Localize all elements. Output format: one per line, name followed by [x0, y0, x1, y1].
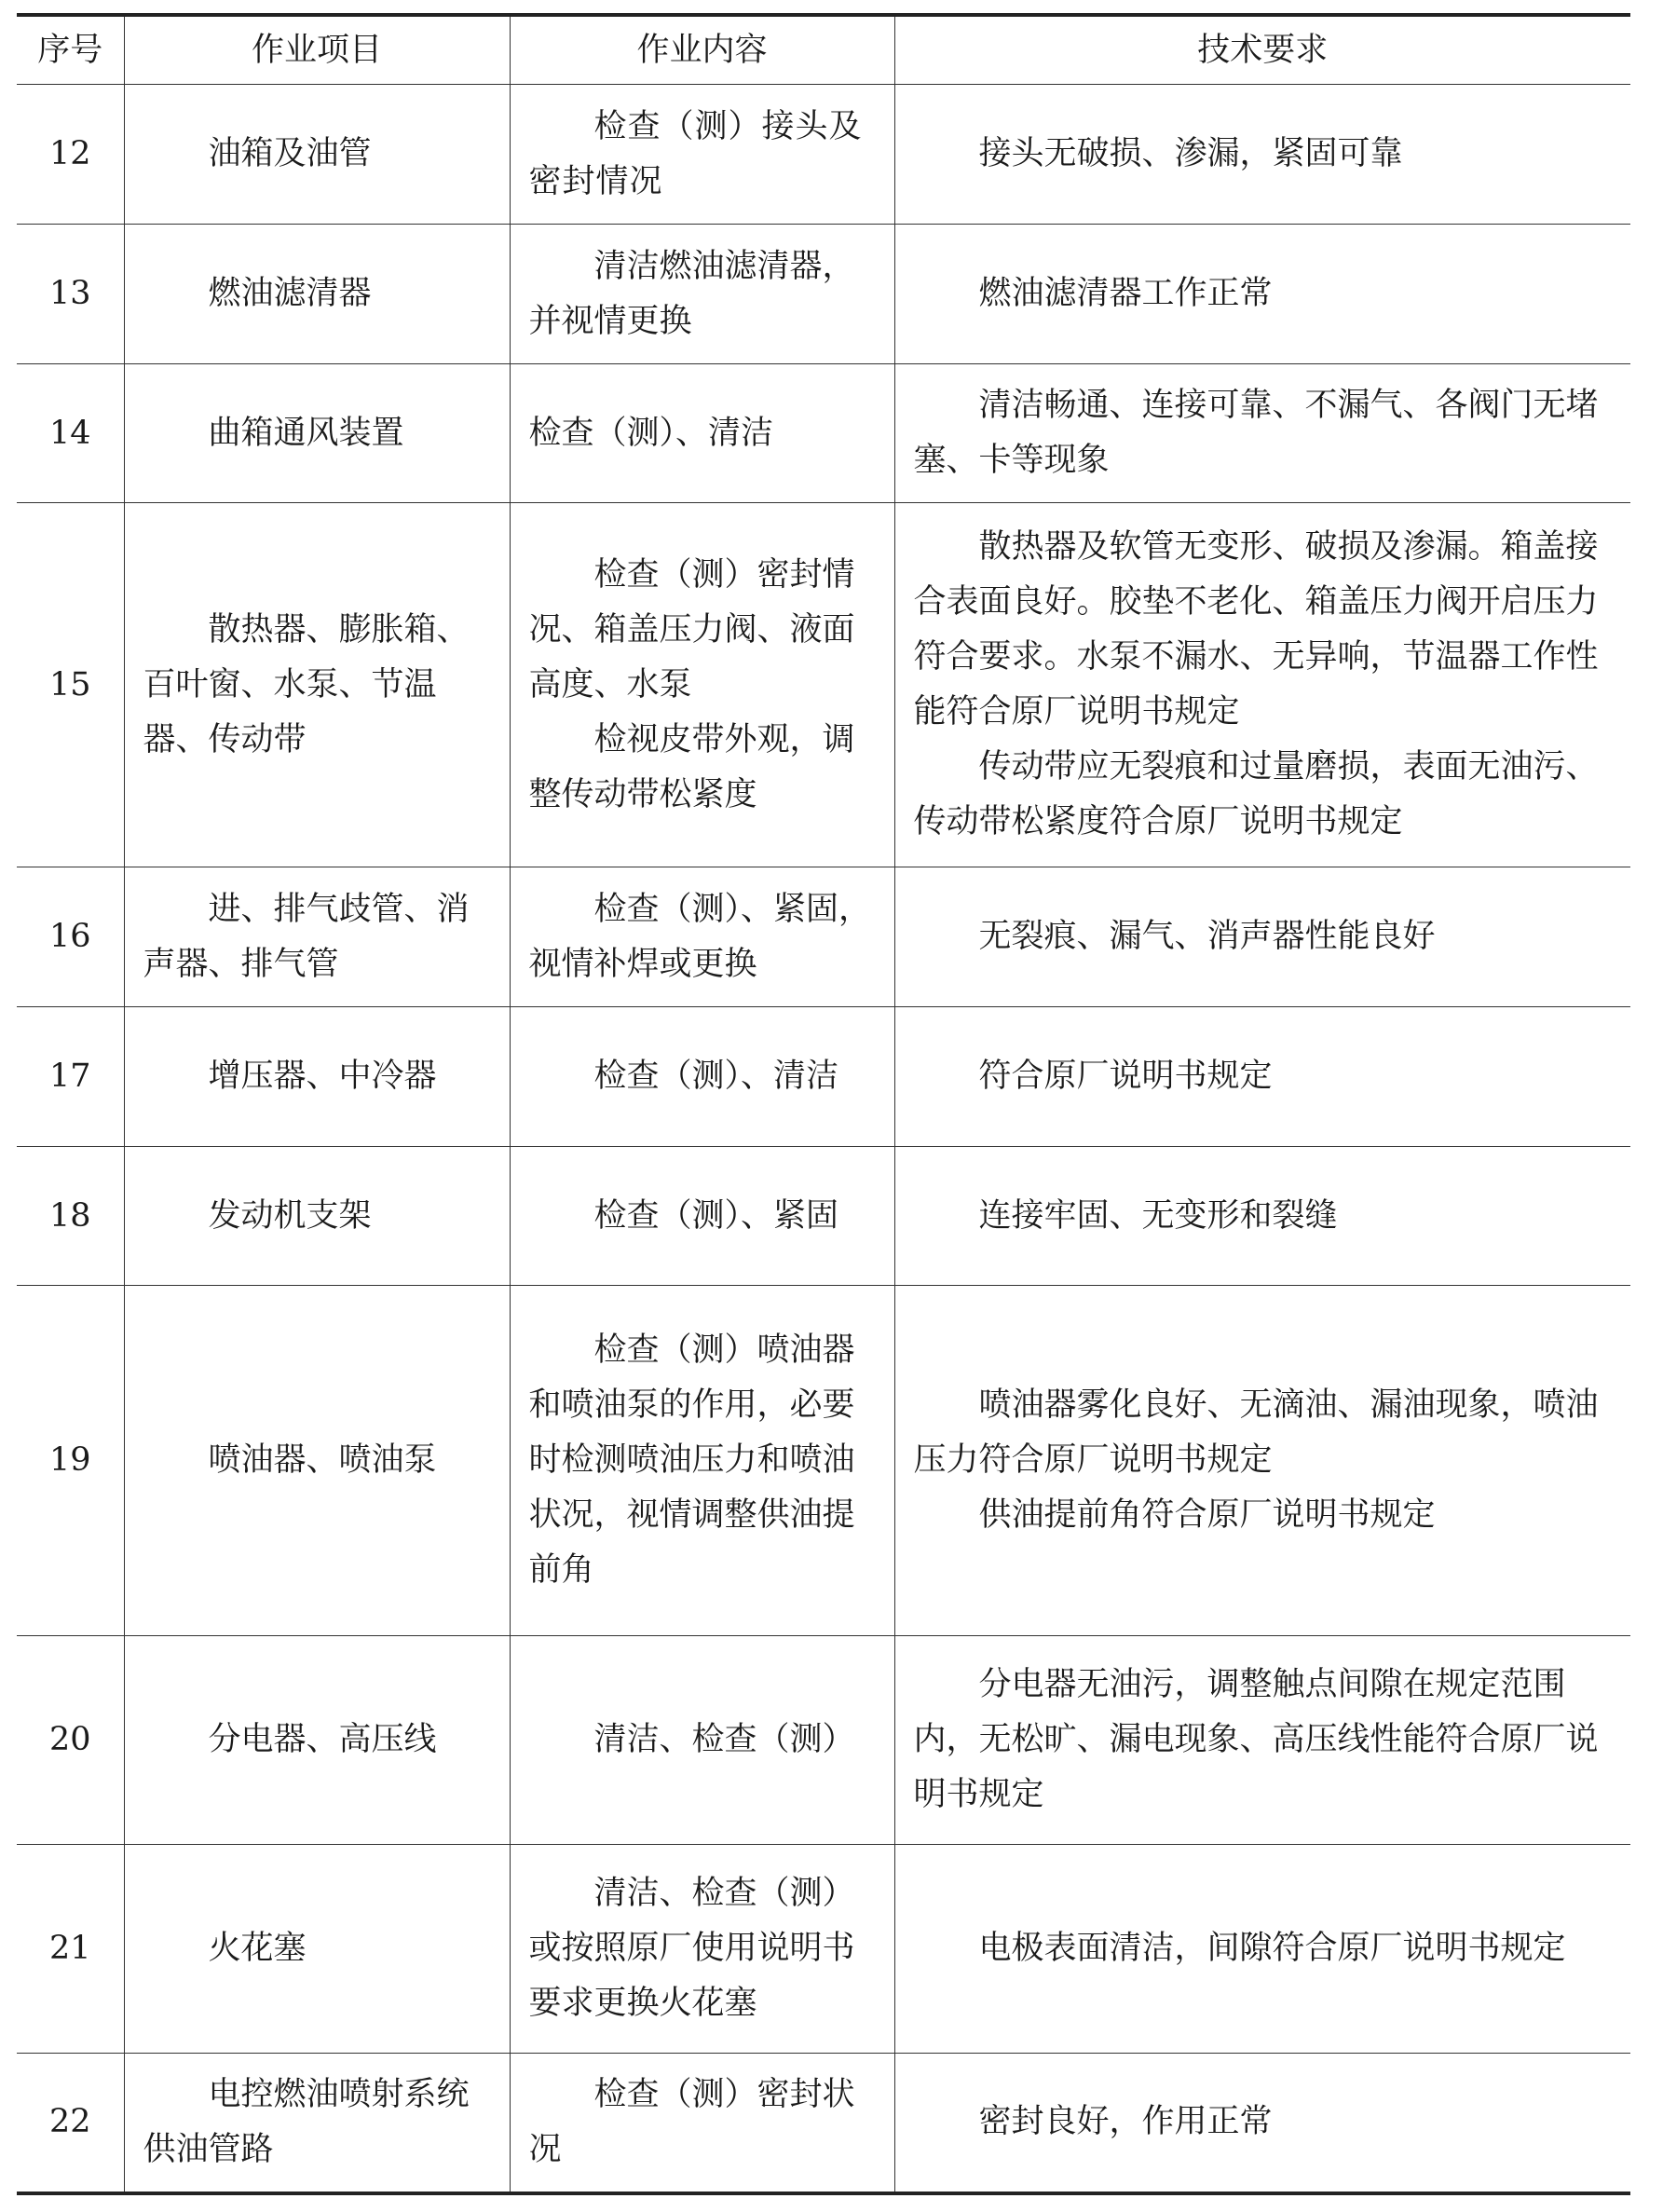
content-text: 检查（测）喷油器和喷油泵的作用，必要时检测喷油压力和喷油状况，视情调整供油提前角	[528, 1331, 855, 1589]
header-requirement: 技术要求	[894, 15, 1630, 85]
row-number: 21	[17, 1845, 124, 2054]
header-item: 作业项目	[124, 15, 510, 85]
table-row	[17, 1636, 1630, 1845]
item-text: 喷油器、喷油泵	[208, 1441, 437, 1479]
row-requirement	[894, 225, 1630, 364]
maintenance-spec-table	[17, 13, 1630, 2195]
content-text: 检查（测）接头及密封情况	[528, 107, 863, 200]
row-content	[510, 1286, 894, 1636]
content-text: 检查（测）、清洁	[528, 414, 774, 452]
row-content	[510, 225, 894, 364]
row-content	[510, 1147, 894, 1286]
content-text-2: 检视皮带外观，调整传动带松紧度	[528, 720, 855, 813]
row-number: 13	[17, 225, 124, 364]
table-row	[17, 1147, 1630, 1286]
row-item	[124, 2054, 510, 2193]
content-text: 检查（测）密封状况	[528, 2075, 855, 2168]
row-requirement	[894, 1147, 1630, 1286]
content-text: 清洁、检查（测）或按照原厂使用说明书要求更换火花塞	[528, 1875, 855, 2022]
item-text: 电控燃油喷射系统供油管路	[143, 2075, 470, 2168]
table-row	[17, 364, 1630, 503]
requirement-text: 散热器及软管无变形、破损及渗漏。箱盖接合表面良好。胶垫不老化、箱盖压力阀开启压力符合要求。水泵不漏水、无异响，节温器工作性能符合原厂说明书规定	[913, 528, 1599, 731]
row-content	[510, 1845, 894, 2054]
content-text: 检查（测）、清洁	[593, 1058, 839, 1095]
row-item	[124, 85, 510, 225]
requirement-text: 无裂痕、漏气、消声器性能良好	[978, 918, 1436, 955]
row-requirement	[894, 1845, 1630, 2054]
row-number: 16	[17, 867, 124, 1007]
row-requirement	[894, 364, 1630, 503]
table-row	[17, 225, 1630, 364]
row-item	[124, 867, 510, 1007]
table-row	[17, 2054, 1630, 2193]
row-item	[124, 1007, 510, 1147]
header-no: 序号	[17, 15, 124, 85]
row-number: 22	[17, 2054, 124, 2193]
table-row	[17, 1007, 1630, 1147]
row-item	[124, 1845, 510, 2054]
row-item	[124, 503, 510, 867]
row-content	[510, 503, 894, 867]
row-number: 20	[17, 1636, 124, 1845]
item-text: 发动机支架	[208, 1196, 372, 1235]
item-text: 燃油滤清器	[208, 275, 372, 312]
row-number: 19	[17, 1286, 124, 1636]
content-text: 检查（测）密封情况、箱盖压力阀、液面高度、水泵	[528, 555, 855, 703]
row-requirement	[894, 85, 1630, 225]
content-text: 检查（测）、紧固	[593, 1196, 839, 1235]
row-item	[124, 1286, 510, 1636]
row-requirement	[894, 1636, 1630, 1845]
requirement-text: 接头无破损、渗漏，紧固可靠	[978, 135, 1403, 172]
requirement-text: 符合原厂说明书规定	[978, 1058, 1273, 1095]
row-content	[510, 1007, 894, 1147]
row-requirement	[894, 867, 1630, 1007]
row-number: 17	[17, 1007, 124, 1147]
row-item	[124, 1636, 510, 1845]
item-text: 火花塞	[208, 1930, 307, 1967]
item-text: 曲箱通风装置	[208, 414, 404, 452]
header-content: 作业内容	[510, 15, 894, 85]
row-item	[124, 1147, 510, 1286]
row-item	[124, 364, 510, 503]
requirement-text: 分电器无油污，调整触点间隙在规定范围内，无松旷、漏电现象、高压线性能符合原厂说明书规定	[913, 1666, 1599, 1813]
item-text: 散热器、膨胀箱、百叶窗、水泵、节温器、传动带	[143, 610, 470, 758]
row-number: 12	[17, 85, 124, 225]
requirement-text: 密封良好，作用正常	[978, 2103, 1273, 2141]
content-text: 检查（测）、紧固，视情补焊或更换	[528, 890, 872, 983]
requirement-text-2: 传动带应无裂痕和过量磨损，表面无油污、传动带松紧度符合原厂说明书规定	[913, 748, 1599, 840]
requirement-text: 喷油器雾化良好、无滴油、漏油现象，喷油压力符合原厂说明书规定	[913, 1386, 1599, 1479]
content-text: 清洁燃油滤清器，并视情更换	[528, 247, 855, 340]
requirement-text: 燃油滤清器工作正常	[978, 275, 1273, 312]
table-row	[17, 1286, 1630, 1636]
item-text: 增压器、中冷器	[208, 1058, 437, 1095]
requirement-text: 清洁畅通、连接可靠、不漏气、各阀门无堵塞、卡等现象	[913, 387, 1599, 479]
table-row	[17, 867, 1630, 1007]
item-text: 油箱及油管	[208, 135, 372, 172]
row-requirement	[894, 1007, 1630, 1147]
row-requirement	[894, 1286, 1630, 1636]
table-row	[17, 503, 1630, 867]
row-requirement	[894, 2054, 1630, 2193]
item-text: 分电器、高压线	[208, 1721, 437, 1758]
row-requirement	[894, 503, 1630, 867]
row-content	[510, 364, 894, 503]
row-number: 14	[17, 364, 124, 503]
row-content	[510, 2054, 894, 2193]
row-content	[510, 1636, 894, 1845]
row-content	[510, 867, 894, 1007]
table-header-row	[17, 15, 1630, 85]
requirement-text: 连接牢固、无变形和裂缝	[978, 1196, 1338, 1235]
row-item	[124, 225, 510, 364]
row-content	[510, 85, 894, 225]
requirement-text-2: 供油提前角符合原厂说明书规定	[978, 1496, 1436, 1534]
row-number: 15	[17, 503, 124, 867]
item-text: 进、排气歧管、消声器、排气管	[143, 890, 470, 983]
content-text: 清洁、检查（测）	[593, 1721, 855, 1758]
table-row	[17, 1845, 1630, 2054]
requirement-text: 电极表面清洁，间隙符合原厂说明书规定	[978, 1930, 1566, 1967]
row-number: 18	[17, 1147, 124, 1286]
table-row	[17, 85, 1630, 225]
